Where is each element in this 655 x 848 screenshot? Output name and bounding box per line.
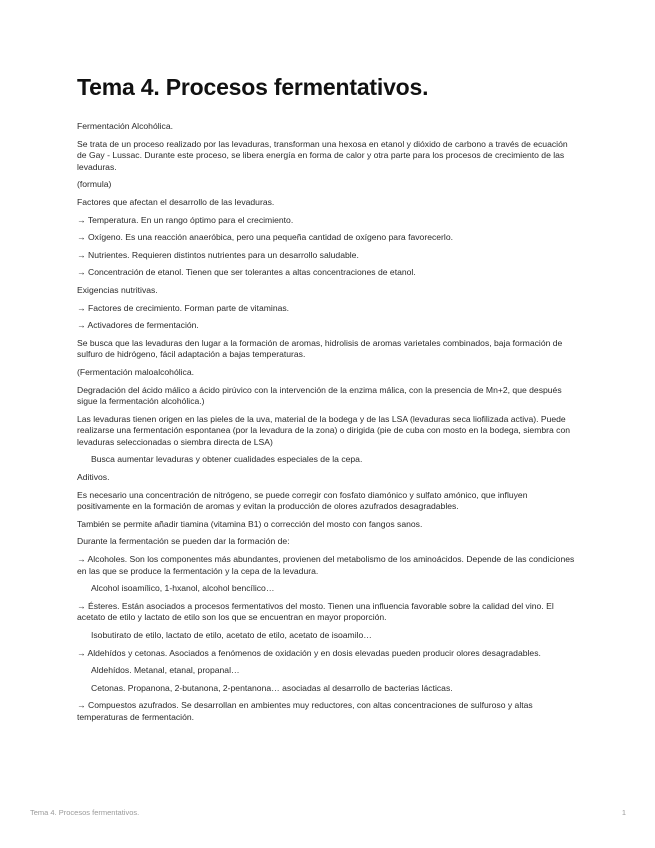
paragraph: Aldehídos. Metanal, etanal, propanal… bbox=[91, 665, 240, 676]
paragraph: Cetonas. Propanona, 2-butanona, 2-pentanona… asociadas al desarrollo de bacterias lácticas. bbox=[91, 682, 453, 693]
paragraph: Las levaduras tienen origen en las pieles de la uva, material de la bodega y de las LSA (levaduras seca liofilizada activa). Puede realizarse una fermentación espontanea (por la levadura de la zona) o dirigida (pie de cuba con mosto en la bodega, siembra con levaduras seleccionadas o siembra directa de LSA) bbox=[77, 413, 571, 447]
paragraph: Busca aumentar levaduras y obtener cualidades especiales de la cepa. bbox=[91, 454, 363, 465]
paragraph: Durante la fermentación se pueden dar la formación de: bbox=[77, 536, 290, 547]
paragraph: → Aldehídos y cetonas. Asociados a fenómenos de oxidación y en dosis elevadas pueden producir olores desagradables. bbox=[77, 647, 541, 658]
paragraph: → Compuestos azufrados. Se desarrollan en ambientes muy reductores, con altas concentraciones de sulfuroso y altas temperaturas de fermentación. bbox=[77, 700, 533, 722]
paragraph: Degradación del ácido málico a ácido pirúvico con la intervención de la enzima málica, con la presencia de Mn+2, que después sigue la fermentación alcohólica.) bbox=[77, 384, 562, 407]
paragraph: → Concentración de etanol. Tienen que ser tolerantes a altas concentraciones de etanol. bbox=[77, 267, 416, 278]
paragraph: Se trata de un proceso realizado por las levaduras, transforman una hexosa en etanol y dióxido de carbono a través de ecuación de Gay - Lussac. Durante este proceso, se libera energía en forma de calor y otra parte para los procesos de crecimiento de las levaduras. bbox=[77, 138, 568, 172]
paragraph: Factores que afectan el desarrollo de las levaduras. bbox=[77, 196, 275, 207]
paragraph: Exigencias nutritivas. bbox=[77, 284, 158, 295]
paragraph: Aditivos. bbox=[77, 472, 110, 483]
paragraph: → Alcoholes. Son los componentes más abundantes, provienen del metabolismo de los aminoácidos. Depende de las condiciones en las que se produce la fermentación y la cepa de la levadura. bbox=[77, 554, 575, 576]
page-number: 1 bbox=[621, 808, 626, 817]
paragraph: Isobutirato de etilo, lactato de etilo, acetato de etilo, acetato de isoamilo… bbox=[91, 630, 372, 640]
paragraph: → Activadores de fermentación. bbox=[77, 320, 199, 331]
paragraph: → Nutrientes. Requieren distintos nutrientes para un desarrollo saludable. bbox=[77, 249, 359, 260]
paragraph: Fermentación Alcohólica. bbox=[77, 121, 174, 131]
paragraph: (Fermentación maloalcohólica. bbox=[77, 366, 195, 377]
paragraph: → Ésteres. Están asociados a procesos fermentativos del mosto. Tienen una influencia favorable sobre la calidad del vino. El acetato de etilo y lactato de etilo son los que se encuentran en mayor proporción. bbox=[77, 600, 554, 623]
paragraph: → Oxígeno. Es una reacción anaeróbica, pero una pequeña cantidad de oxígeno para favorecerlo. bbox=[77, 232, 453, 243]
paragraph: → Temperatura. En un rango óptimo para el crecimiento. bbox=[77, 214, 294, 225]
paragraph: También se permite añadir tiamina (vitamina B1) o corrección del mosto con fangos sanos. bbox=[77, 518, 423, 529]
paragraph: Alcohol isoamílico, 1-hxanol, alcohol bencílico… bbox=[91, 583, 275, 594]
paragraph: (formula) bbox=[77, 179, 112, 190]
paragraph: → Factores de crecimiento. Forman parte de vitaminas. bbox=[77, 302, 290, 313]
paragraph: Es necesario una concentración de nitrógeno, se puede corregir con fosfato diamónico y sulfato amónico, que influyen positivamente en la formación de aromas y evitan la producción de olores azufrados desagradables. bbox=[77, 489, 528, 512]
document-body bbox=[77, 121, 579, 730]
paragraph: Se busca que las levaduras den lugar a la formación de aromas, hidrolisis de aromas varietales combinados, baja formación de sulfuro de hidrógeno, fácil adaptación a bajas temperaturas. bbox=[77, 337, 563, 360]
page-title: Tema 4. Procesos fermentativos. bbox=[77, 74, 429, 100]
footer-title: Tema 4. Procesos fermentativos. bbox=[30, 808, 140, 817]
